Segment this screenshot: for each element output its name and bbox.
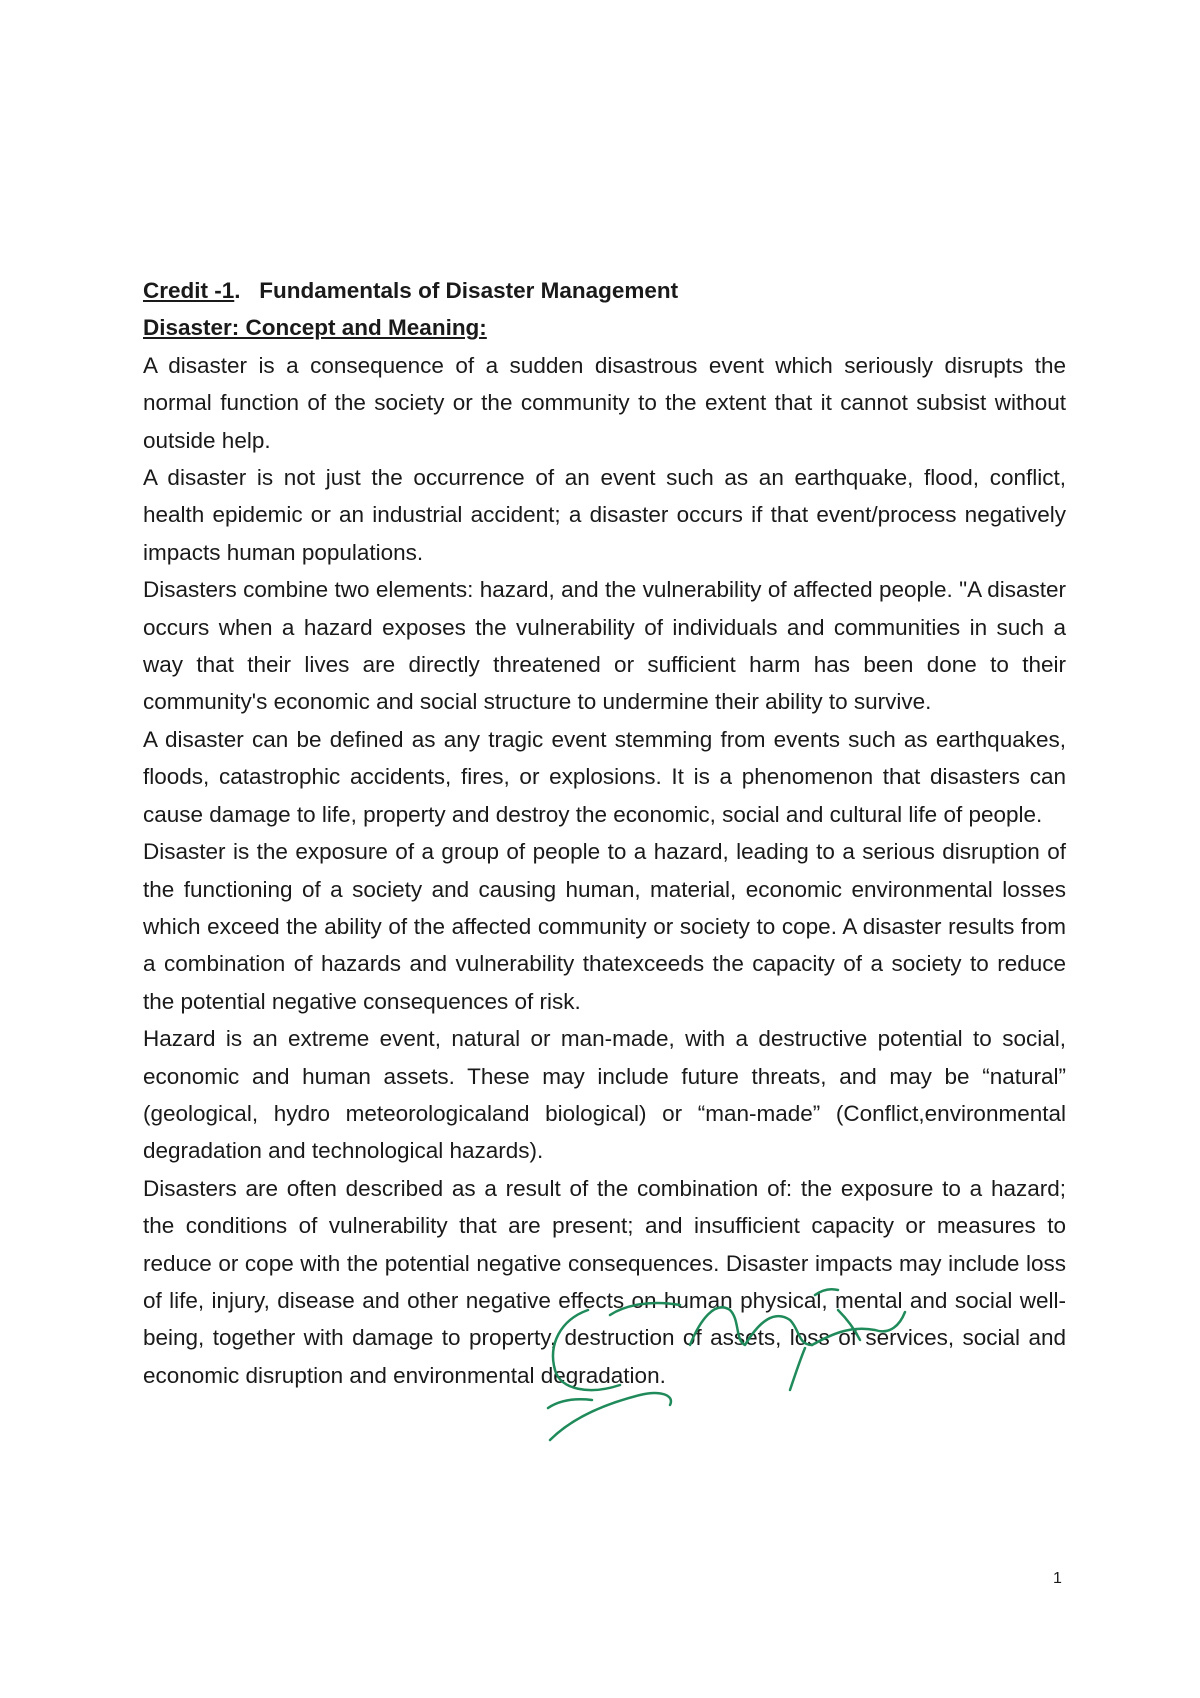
paragraph-2: A disaster is not just the occurrence of an event such as an earthquake, flood, conflict, health epidemic or an industrial accident; a disaster occurs if that event/process negatively impacts human populations.: [143, 465, 1066, 565]
paragraph-4: A disaster can be defined as any tragic event stemming from events such as earthquakes, floods, catastrophic accidents, fires, or explosions. It is a phenomenon that disasters can cause damage to life, property and destroy the economic, social and cultural life of people.: [143, 726, 1066, 827]
document-body: [143, 272, 1066, 1394]
heading-separator: .: [234, 278, 241, 303]
page-number: 1: [1053, 1570, 1062, 1587]
document-heading: [143, 272, 1066, 309]
paragraph-1: A disaster is a consequence of a sudden disastrous event which seriously disrupts the normal function of the society or the community to the extent that it cannot subsist without outside help.: [143, 352, 1066, 453]
heading-title: Fundamentals of Disaster Management: [259, 278, 679, 303]
paragraph-3: Disasters combine two elements: hazard, and the vulnerability of affected people. "A disaster occurs when a hazard exposes the vulnerability of individuals and communities in such a way that their lives are directly threatened or sufficient harm has been done to their community's economic and social structure to undermine their ability to survive.: [143, 577, 1066, 715]
credit-label: Credit -1: [143, 278, 235, 303]
paragraph-7: Disasters are often described as a result of the combination of: the exposure to a hazard; the conditions of vulnerability that are present; and insufficient capacity or measures to reduce or cope with the potential negative consequences. Disaster impacts may include loss of life, injury, disease and other negative effects on human physical, mental and social well-being, together with damage to property, destruction of assets, loss of services, social and economic disruption and environmental degradation.: [143, 1175, 1066, 1388]
paragraph-5: Disaster is the exposure of a group of people to a hazard, leading to a serious disruption of the functioning of a society and causing human, material, economic environmental losses which exceed the ability of the affected community or society to cope. A disaster results from a combination of hazards and vulnerability thatexceeds the capacity of a society to reduce the potential negative consequences of risk.: [143, 839, 1066, 1014]
section-subheading: Disaster: Concept and Meaning:: [143, 315, 487, 341]
paragraph-6: Hazard is an extreme event, natural or man-made, with a destructive potential to social, economic and human assets. These may include future threats, and may be “natural” (geological, hydro meteorologicaland biological) or “man-made” (Conflict,environmental degradation and technological hazards).: [143, 1026, 1066, 1164]
